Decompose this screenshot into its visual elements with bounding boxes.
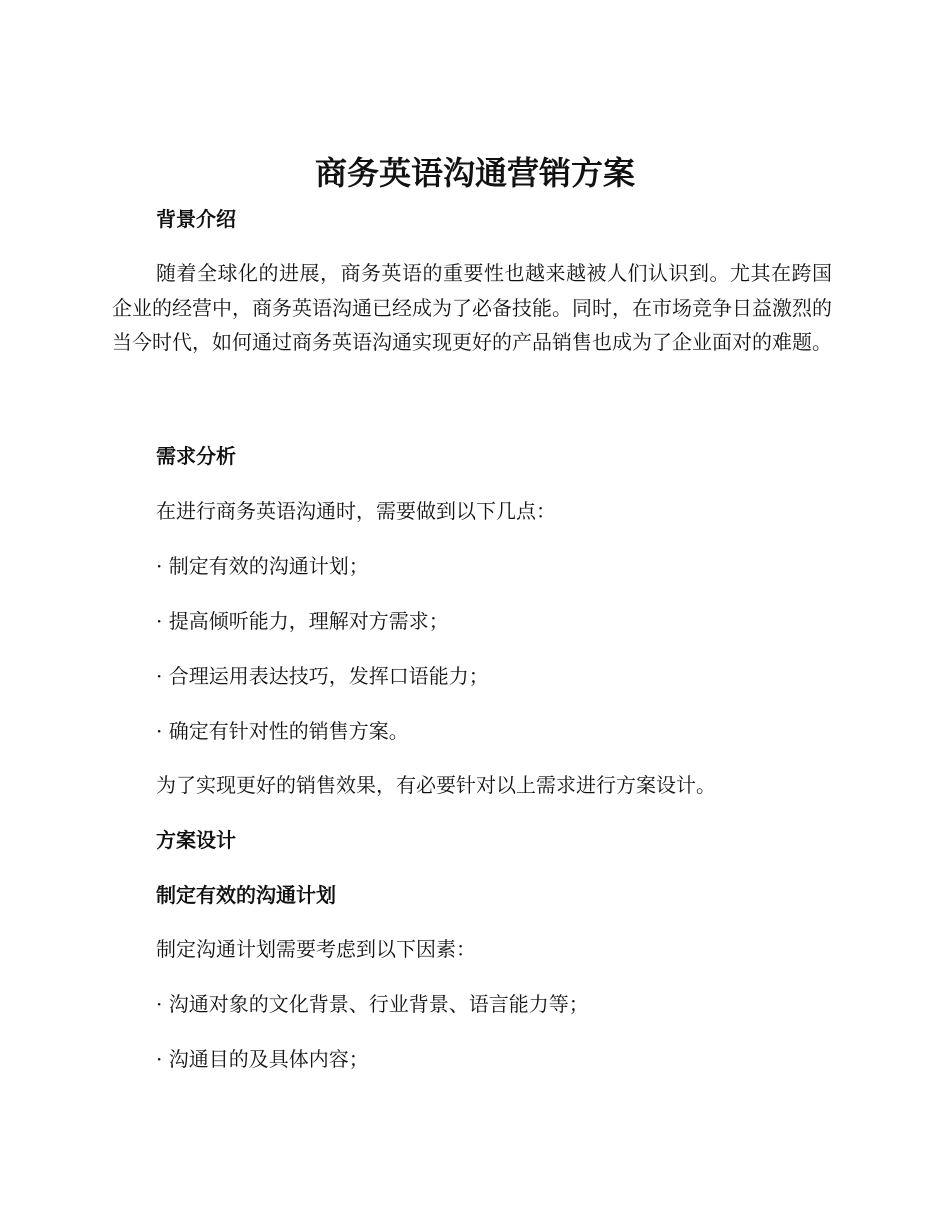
list-item: · 合理运用表达技巧，发挥口语能力； <box>156 664 489 688</box>
list-item: · 沟通目的及具体内容； <box>156 1047 369 1071</box>
section-heading-needs: 需求分析 <box>156 444 236 468</box>
list-item: · 制定有效的沟通计划； <box>156 554 369 578</box>
list-item: · 提高倾听能力，理解对方需求； <box>156 609 449 633</box>
background-paragraph: 随着全球化的进展，商务英语的重要性也越来越被人们认识到。尤其在跨国企业的经营中，商务英语沟通已经成为了必备技能。同时，在市场竞争日益激烈的当今时代，如何通过商务英语沟通实现更好的产品销售也成为了企业面对的难题。 <box>112 261 832 354</box>
subsection-heading-plan: 制定有效的沟通计划 <box>156 883 336 907</box>
needs-intro: 在进行商务英语沟通时，需要做到以下几点： <box>156 499 556 523</box>
needs-conclusion: 为了实现更好的销售效果，有必要针对以上需求进行方案设计。 <box>156 773 716 797</box>
document-title: 商务英语沟通营销方案 <box>314 154 635 192</box>
section-heading-design: 方案设计 <box>156 828 236 852</box>
list-item: · 确定有针对性的销售方案。 <box>156 719 409 743</box>
list-item: · 沟通对象的文化背景、行业背景、语言能力等； <box>156 992 589 1016</box>
section-heading-background: 背景介绍 <box>156 207 236 231</box>
design-intro: 制定沟通计划需要考虑到以下因素： <box>156 937 476 961</box>
